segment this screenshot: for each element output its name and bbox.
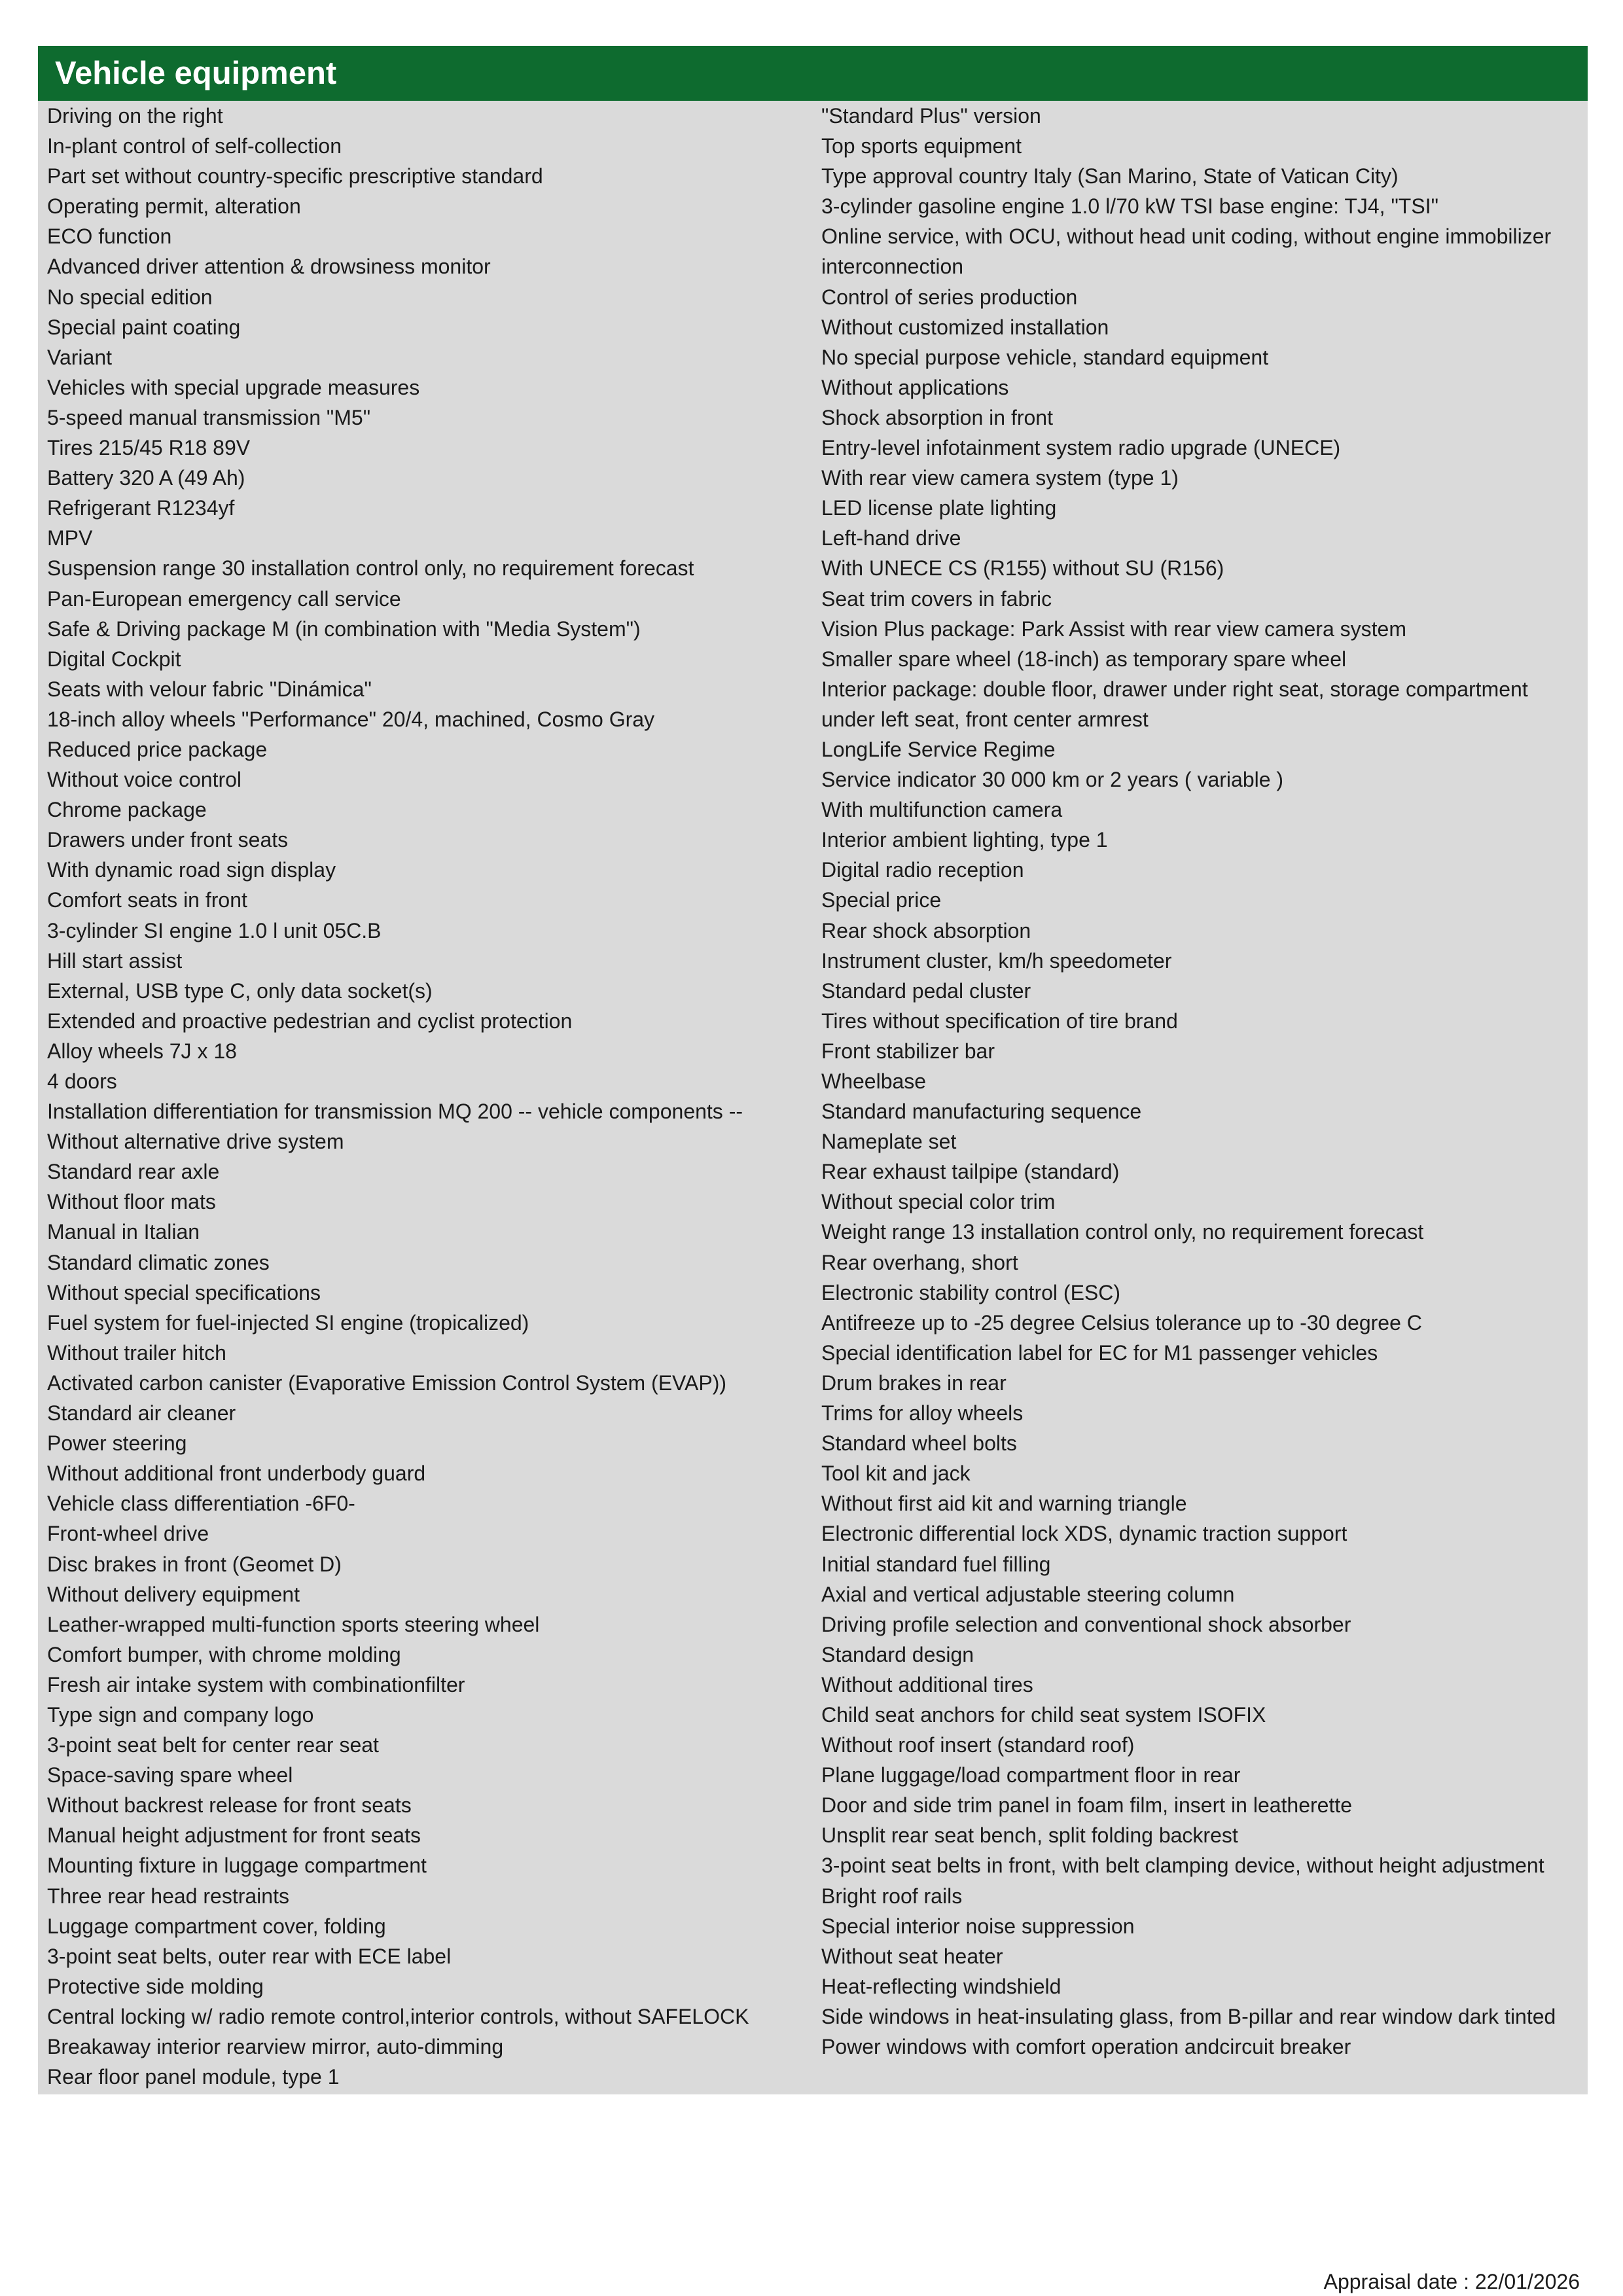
equipment-item: Rear overhang, short [821, 1250, 1018, 1274]
equipment-item: Seat trim covers in fabric [821, 586, 1052, 611]
equipment-item: Comfort seats in front [47, 888, 247, 912]
equipment-item: Variant [47, 345, 113, 369]
equipment-item: Standard manufacturing sequence [821, 1100, 1142, 1124]
equipment-column-left [38, 101, 812, 2092]
equipment-item: Comfort bumper, with chrome molding [47, 1642, 401, 1666]
equipment-item: Rear floor panel module, type 1 [47, 2065, 340, 2089]
equipment-item: Special interior noise suppression [821, 1914, 1135, 1938]
equipment-item: Door and side trim panel in foam film, insert in leatherette [821, 1793, 1353, 1818]
equipment-item: Smaller spare wheel (18-inch) as temporary spare wheel [821, 647, 1347, 671]
equipment-item: 18-inch alloy wheels "Performance" 20/4, machined, Cosmo Gray [47, 707, 655, 731]
equipment-item: Reduced price package [47, 737, 268, 761]
section-title: Vehicle equipment [38, 46, 1588, 101]
equipment-item: No special purpose vehicle, standard equipment [821, 345, 1269, 369]
equipment-item: Seats with velour fabric "Dinámica" [47, 677, 372, 701]
equipment-item: Drum brakes in rear [821, 1371, 1007, 1395]
equipment-item: Interior package: double floor, drawer under right seat, storage compartment under left seat, front center armrest [821, 677, 1528, 731]
equipment-item: Tires without specification of tire brand [821, 1009, 1178, 1033]
equipment-item: Operating permit, alteration [47, 194, 301, 219]
equipment-item: Refrigerant R1234yf [47, 496, 235, 520]
equipment-item: Weight range 13 installation control only, no requirement forecast [821, 1220, 1424, 1244]
equipment-item: Digital radio reception [821, 858, 1024, 882]
equipment-item: Driving on the right [47, 104, 223, 128]
equipment-item: "Standard Plus" version [821, 104, 1041, 128]
equipment-item: Manual in Italian [47, 1220, 200, 1244]
equipment-item: External, USB type C, only data socket(s) [47, 978, 433, 1003]
equipment-item: Top sports equipment [821, 134, 1022, 158]
equipment-item: Antifreeze up to -25 degree Celsius tolerance up to -30 degree C [821, 1310, 1422, 1335]
equipment-item: LED license plate lighting [821, 496, 1057, 520]
equipment-item: Trims for alloy wheels [821, 1401, 1024, 1426]
equipment-item: Pan-European emergency call service [47, 586, 401, 611]
equipment-item: 3-point seat belts, outer rear with ECE label [47, 1944, 452, 1968]
equipment-item: Fresh air intake system with combinationfilter [47, 1672, 465, 1696]
appraisal-date: Appraisal date : 22/01/2026 [1323, 2270, 1580, 2293]
equipment-item: Leather-wrapped multi-function sports steering wheel [47, 1612, 540, 1636]
equipment-item: With UNECE CS (R155) without SU (R156) [821, 556, 1224, 581]
equipment-item: Vehicles with special upgrade measures [47, 375, 420, 399]
equipment-item: Standard pedal cluster [821, 978, 1031, 1003]
equipment-item: Without special specifications [47, 1280, 321, 1304]
equipment-item: Tool kit and jack [821, 1462, 971, 1486]
equipment-item: Standard air cleaner [47, 1401, 236, 1426]
equipment-item: With dynamic road sign display [47, 858, 336, 882]
equipment-item: Driving profile selection and conventional shock absorber [821, 1612, 1351, 1636]
equipment-item: 3-point seat belts in front, with belt clamping device, without height adjustment [821, 1854, 1544, 1878]
equipment-item: Suspension range 30 installation control only, no requirement forecast [47, 556, 694, 581]
equipment-item: Service indicator 30 000 km or 2 years ( variable ) [821, 768, 1284, 792]
equipment-item: Special price [821, 888, 942, 912]
equipment-item: Side windows in heat-insulating glass, from B-pillar and rear window dark tinted [821, 2004, 1556, 2028]
equipment-item: No special edition [47, 285, 213, 309]
equipment-item: Without additional front underbody guard [47, 1462, 426, 1486]
equipment-item: Type approval country Italy (San Marino, State of Vatican City) [821, 164, 1399, 188]
equipment-item: Entry-level infotainment system radio upgrade (UNECE) [821, 436, 1341, 460]
equipment-item: With rear view camera system (type 1) [821, 466, 1179, 490]
equipment-item: Without seat heater [821, 1944, 1003, 1968]
equipment-item: Interior ambient lighting, type 1 [821, 828, 1108, 852]
equipment-item: Activated carbon canister (Evaporative Emission Control System (EVAP)) [47, 1371, 727, 1395]
equipment-item: Without voice control [47, 768, 242, 792]
equipment-item: MPV [47, 526, 93, 550]
equipment-item: 3-cylinder SI engine 1.0 l unit 05C.B [47, 918, 382, 942]
equipment-item: Electronic differential lock XDS, dynamic traction support [821, 1522, 1347, 1546]
equipment-item: Rear shock absorption [821, 918, 1031, 942]
equipment-item: Without applications [821, 375, 1009, 399]
equipment-item: With multifunction camera [821, 798, 1063, 822]
equipment-item: Extended and proactive pedestrian and cyclist protection [47, 1009, 573, 1033]
equipment-item: Tires 215/45 R18 89V [47, 436, 251, 460]
equipment-item: Battery 320 A (49 Ah) [47, 466, 245, 490]
equipment-item: Without first aid kit and warning triangle [821, 1492, 1187, 1516]
equipment-item: Without backrest release for front seats [47, 1793, 412, 1818]
equipment-item: Fuel system for fuel-injected SI engine (tropicalized) [47, 1310, 529, 1335]
equipment-item: ECO function [47, 224, 172, 249]
equipment-item: Chrome package [47, 798, 207, 822]
equipment-item: Safe & Driving package M (in combination with "Media System") [47, 617, 641, 641]
equipment-list [38, 101, 1588, 2094]
equipment-item: Central locking w/ radio remote control,interior controls, without SAFELOCK [47, 2004, 749, 2028]
equipment-item: Child seat anchors for child seat system ISOFIX [821, 1702, 1266, 1727]
equipment-item: Initial standard fuel filling [821, 1552, 1051, 1576]
equipment-item: Without special color trim [821, 1190, 1056, 1214]
equipment-item: Rear exhaust tailpipe (standard) [821, 1160, 1120, 1184]
equipment-item: LongLife Service Regime [821, 737, 1056, 761]
equipment-item: Unsplit rear seat bench, split folding backrest [821, 1823, 1238, 1848]
equipment-item: Manual height adjustment for front seats [47, 1823, 421, 1848]
equipment-item: Nameplate set [821, 1130, 957, 1154]
equipment-item: Without additional tires [821, 1672, 1033, 1696]
equipment-item: Heat-reflecting windshield [821, 1974, 1061, 1998]
equipment-item: Digital Cockpit [47, 647, 181, 671]
equipment-item: Standard climatic zones [47, 1250, 270, 1274]
equipment-item: Electronic stability control (ESC) [821, 1280, 1121, 1304]
equipment-item: Axial and vertical adjustable steering column [821, 1582, 1235, 1606]
equipment-item: Special identification label for EC for M1 passenger vehicles [821, 1340, 1378, 1365]
equipment-item: Disc brakes in front (Geomet D) [47, 1552, 342, 1576]
equipment-item: Type sign and company logo [47, 1702, 314, 1727]
equipment-item: Power steering [47, 1431, 187, 1456]
equipment-item: Part set without country-specific prescriptive standard [47, 164, 543, 188]
equipment-item: Without floor mats [47, 1190, 216, 1214]
equipment-item: Control of series production [821, 285, 1078, 309]
equipment-item: Mounting fixture in luggage compartment [47, 1854, 427, 1878]
equipment-item: Special paint coating [47, 315, 241, 339]
vehicle-equipment-panel [38, 46, 1588, 2094]
equipment-item: 4 doors [47, 1069, 117, 1093]
equipment-item: Instrument cluster, km/h speedometer [821, 948, 1172, 973]
equipment-item: Power windows with comfort operation andcircuit breaker [821, 2035, 1351, 2058]
equipment-item: Vision Plus package: Park Assist with rear view camera system [821, 617, 1406, 641]
equipment-item: Without customized installation [821, 315, 1109, 339]
equipment-item: Wheelbase [821, 1069, 927, 1093]
equipment-item: Advanced driver attention & drowsiness monitor [47, 255, 491, 279]
equipment-item: Standard wheel bolts [821, 1431, 1017, 1456]
equipment-item: Without alternative drive system [47, 1130, 344, 1154]
equipment-item: Alloy wheels 7J x 18 [47, 1039, 237, 1063]
equipment-item: Breakaway interior rearview mirror, auto-dimming [47, 2035, 504, 2058]
equipment-item: Without trailer hitch [47, 1340, 226, 1365]
equipment-item: Three rear head restraints [47, 1884, 289, 1908]
equipment-item: 3-cylinder gasoline engine 1.0 l/70 kW TSI base engine: TJ4, "TSI" [821, 194, 1438, 219]
equipment-item: Standard rear axle [47, 1160, 220, 1184]
equipment-item: Bright roof rails [821, 1884, 963, 1908]
equipment-column-right [812, 101, 1588, 2092]
equipment-item: 3-point seat belt for center rear seat [47, 1733, 379, 1757]
equipment-item: Without roof insert (standard roof) [821, 1733, 1135, 1757]
equipment-item: Vehicle class differentiation -6F0- [47, 1492, 355, 1516]
equipment-item: Online service, with OCU, without head unit coding, without engine immobilizer interconnection [821, 224, 1552, 279]
equipment-item: Space-saving spare wheel [47, 1763, 293, 1787]
equipment-item: Luggage compartment cover, folding [47, 1914, 386, 1938]
equipment-item: Hill start assist [47, 948, 183, 973]
equipment-item: Without delivery equipment [47, 1582, 300, 1606]
equipment-item: Drawers under front seats [47, 828, 289, 852]
equipment-item: Shock absorption in front [821, 405, 1053, 429]
equipment-item: 5-speed manual transmission "M5" [47, 405, 371, 429]
equipment-item: Standard design [821, 1642, 974, 1666]
equipment-item: In-plant control of self-collection [47, 134, 342, 158]
equipment-item: Front stabilizer bar [821, 1039, 995, 1063]
equipment-item: Protective side molding [47, 1974, 264, 1998]
equipment-item: Front-wheel drive [47, 1522, 209, 1546]
equipment-item: Left-hand drive [821, 526, 961, 550]
equipment-item: Plane luggage/load compartment floor in rear [821, 1763, 1241, 1787]
equipment-item: Installation differentiation for transmission MQ 200 -- vehicle components -- [47, 1100, 743, 1124]
